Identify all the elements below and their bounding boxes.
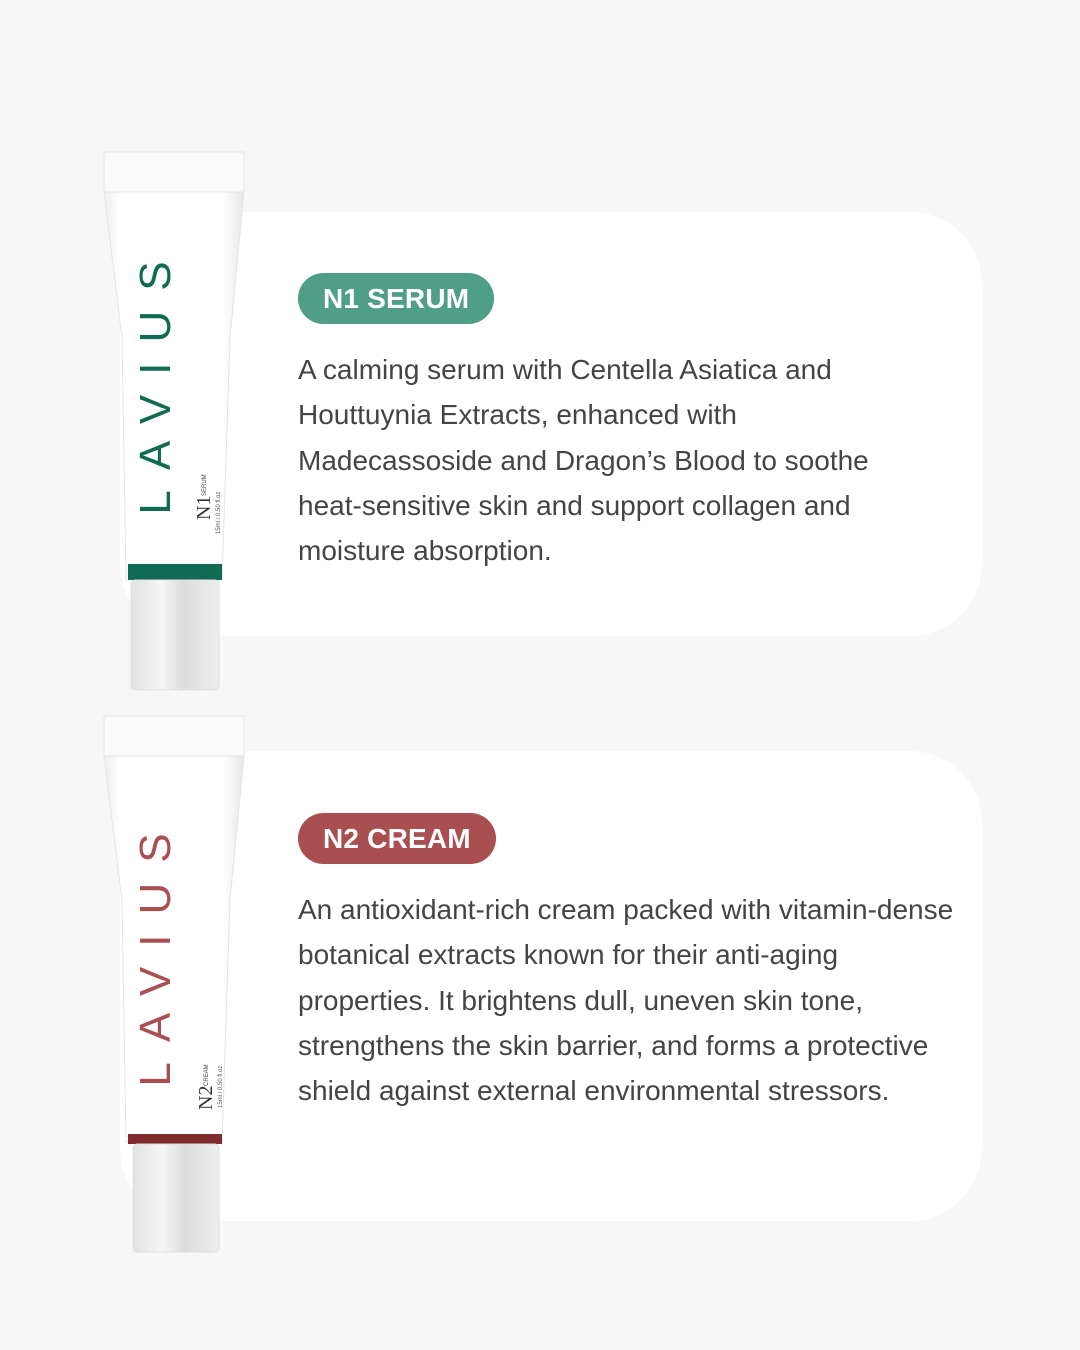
n1-tube-brand: LAVIUS: [131, 241, 180, 515]
n1-serum-description: A calming serum with Centella Asiatica and Houttuynia Extracts, enhanced with Madecassoside and Dragon’s Blood to soothe heat-sensitive skin and support collagen and moisture absorption.: [298, 354, 869, 567]
n2-tube-volume: 15ml / 0.50 fl.oz: [218, 1065, 224, 1108]
n1-serum-badge: N1 SERUM: [298, 273, 494, 324]
n2-cream-badge: N2 CREAM: [298, 813, 496, 864]
n1-tube-band: [128, 564, 222, 580]
n2-tube-brand: LAVIUS: [131, 813, 180, 1087]
n1-tube-type: SERUM: [202, 474, 208, 496]
n1-tube-volume: 15ml / 0.50 fl.oz: [216, 491, 222, 534]
n2-tube-band: [128, 1134, 222, 1144]
n1-tube-code: N1: [193, 495, 215, 520]
n2-cream-tube-image: [98, 710, 248, 1258]
n1-serum-tube-image: [98, 148, 248, 696]
n2-tube-code: N2: [195, 1085, 217, 1110]
n2-tube-type: CREAM: [204, 1064, 210, 1086]
n2-cream-description: An antioxidant-rich cream packed with vitamin-dense botanical extracts known for their anti-aging properties. It brightens dull, uneven skin tone, strengthens the skin barrier, and forms a protective shield against external environmental stressors.: [298, 894, 954, 1107]
